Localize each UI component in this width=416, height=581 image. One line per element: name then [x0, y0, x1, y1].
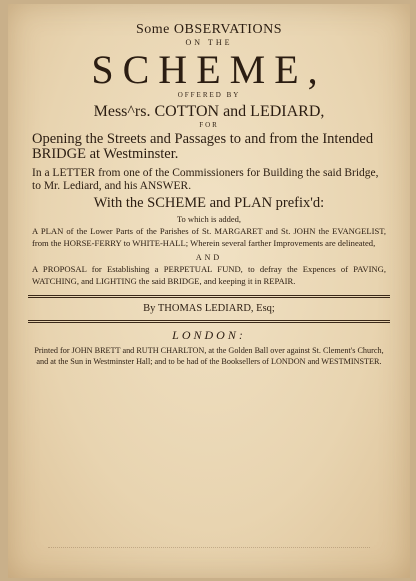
title-line-authors: Mess^rs. COTTON and LEDIARD, — [93, 102, 325, 120]
title-line-to-which: To which is added, — [176, 213, 242, 224]
title-line-on-the: ON THE — [185, 38, 233, 48]
title-line-and: AND — [195, 252, 223, 262]
divider-rule — [28, 295, 390, 296]
title-line-with-scheme: With the SCHEME and PLAN prefix'd: — [93, 195, 325, 212]
divider-rule — [28, 322, 390, 323]
title-line-plan: A PLAN of the Lower Parts of the Parishes of St. MARGARET and St. JOHN the EVANGELIST, from the HORSE-FERRY to WHITE-HALL; Wherein several farther Improvements are delineated, — [32, 226, 386, 248]
title-line-observations: Some OBSERVATIONS — [136, 22, 282, 37]
title-line-opening: Opening the Streets and Passages to and from the Intended BRIDGE at Westminster. — [32, 131, 374, 163]
divider-rule — [28, 320, 390, 321]
title-line-scheme: SCHEME, — [91, 47, 327, 93]
author-line: By THOMAS LEDIARD, Esq; — [143, 303, 275, 315]
page-foot-shadow — [48, 547, 370, 556]
title-line-offered-by: OFFERED BY — [177, 91, 241, 100]
title-line-proposal: A PROPOSAL for Establishing a PERPETUAL FUND, to defray the Expences of PAVING, WATCHING, and LIGHTING the said BRIDGE, and keeping it in REPAIR. — [32, 264, 386, 286]
imprint-text: Printed for JOHN BRETT and RUTH CHARLTON, at the Golden Ball over against St. Clement's Church, and at the Sun in Westminster Hall; and to be had of the Booksellers of LONDON and WESTMINSTER. — [34, 346, 384, 367]
divider-rule — [28, 297, 390, 298]
title-line-letter: In a LETTER from one of the Commissioners for Building the said Bridge, to Mr. Lediard, and his ANSWER. — [32, 166, 379, 192]
title-page — [8, 4, 410, 578]
title-line-for: FOR — [199, 121, 219, 130]
title-page-content — [18, 22, 400, 367]
imprint-place: LONDON: — [172, 328, 246, 343]
